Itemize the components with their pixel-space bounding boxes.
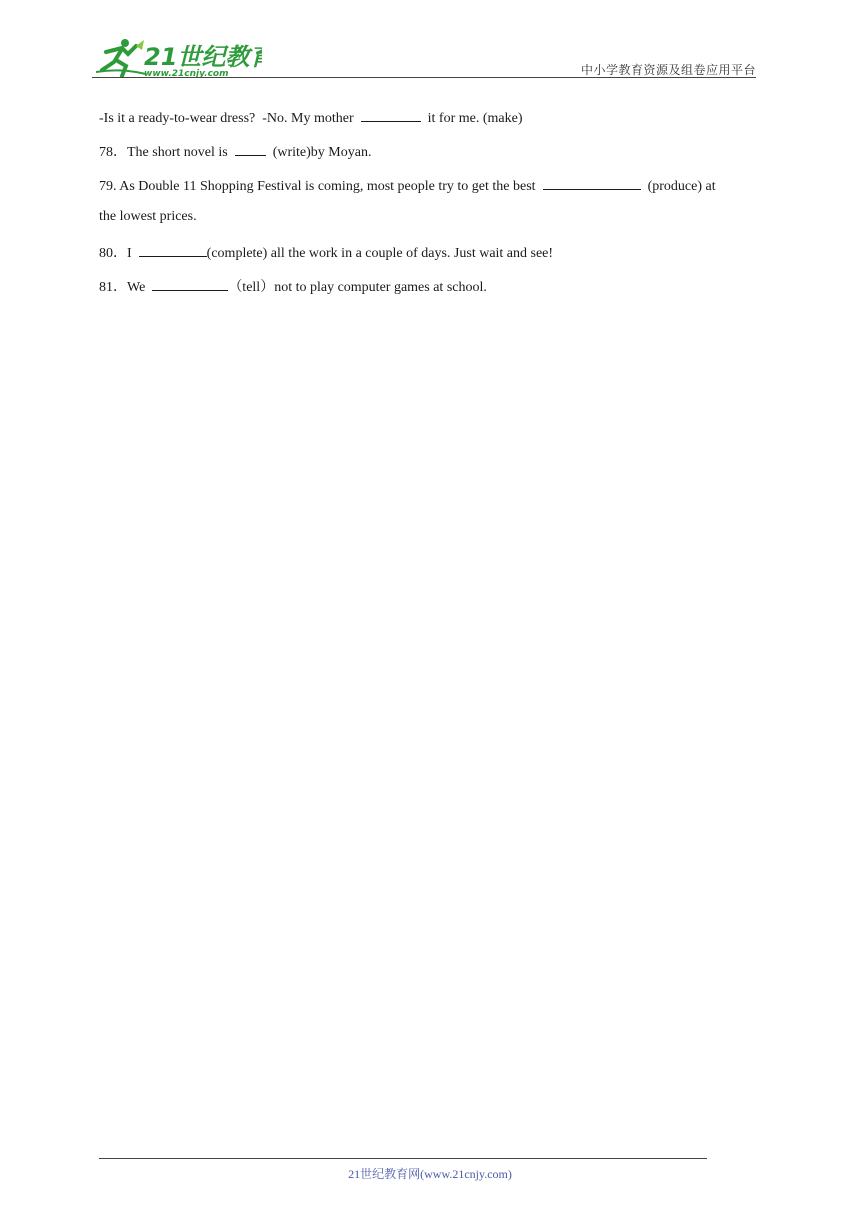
site-logo: [92, 34, 262, 78]
answer-blank[interactable]: [139, 242, 207, 257]
question-text: 78．The short novel is: [99, 145, 235, 160]
answer-blank[interactable]: [235, 141, 266, 156]
answer-blank[interactable]: [152, 276, 228, 291]
question-line-77: [99, 107, 523, 128]
page-header: [92, 30, 756, 80]
question-text: it for me. (make): [420, 111, 523, 126]
question-text: (complete) all the work in a couple of days. Just wait and see!: [206, 246, 554, 261]
question-line-80: [99, 242, 553, 263]
question-text: 80．I: [99, 246, 139, 261]
svg-text:www.21cnjy.com: www.21cnjy.com: [144, 69, 229, 78]
answer-blank[interactable]: [361, 107, 421, 122]
question-line-81: [99, 276, 487, 297]
question-text: (write)by Moyan.: [265, 145, 372, 160]
question-line-79: [99, 175, 716, 196]
question-text: -Is it a ready-to-wear dress? -No. My mother: [99, 111, 361, 126]
footer-divider: [99, 1158, 707, 1159]
svg-text:21世纪教育: 21世纪教育: [144, 43, 262, 71]
question-text: （tell）not to play computer games at school.: [228, 280, 487, 295]
answer-blank[interactable]: [543, 175, 641, 190]
header-platform-title: 中小学教育资源及组卷应用平台: [580, 63, 756, 77]
question-text: 81．We: [99, 280, 153, 295]
question-line-78: [99, 141, 371, 162]
footer-site-link[interactable]: 21世纪教育网(www.21cnjy.com): [348, 1167, 512, 1181]
question-line-79-continued: the lowest prices.: [99, 209, 197, 224]
question-text: 79. As Double 11 Shopping Festival is coming, most people try to get the best: [99, 179, 543, 194]
header-divider: [92, 77, 756, 78]
runner-logo-icon: [92, 34, 262, 78]
question-text: (produce) at: [640, 179, 716, 194]
